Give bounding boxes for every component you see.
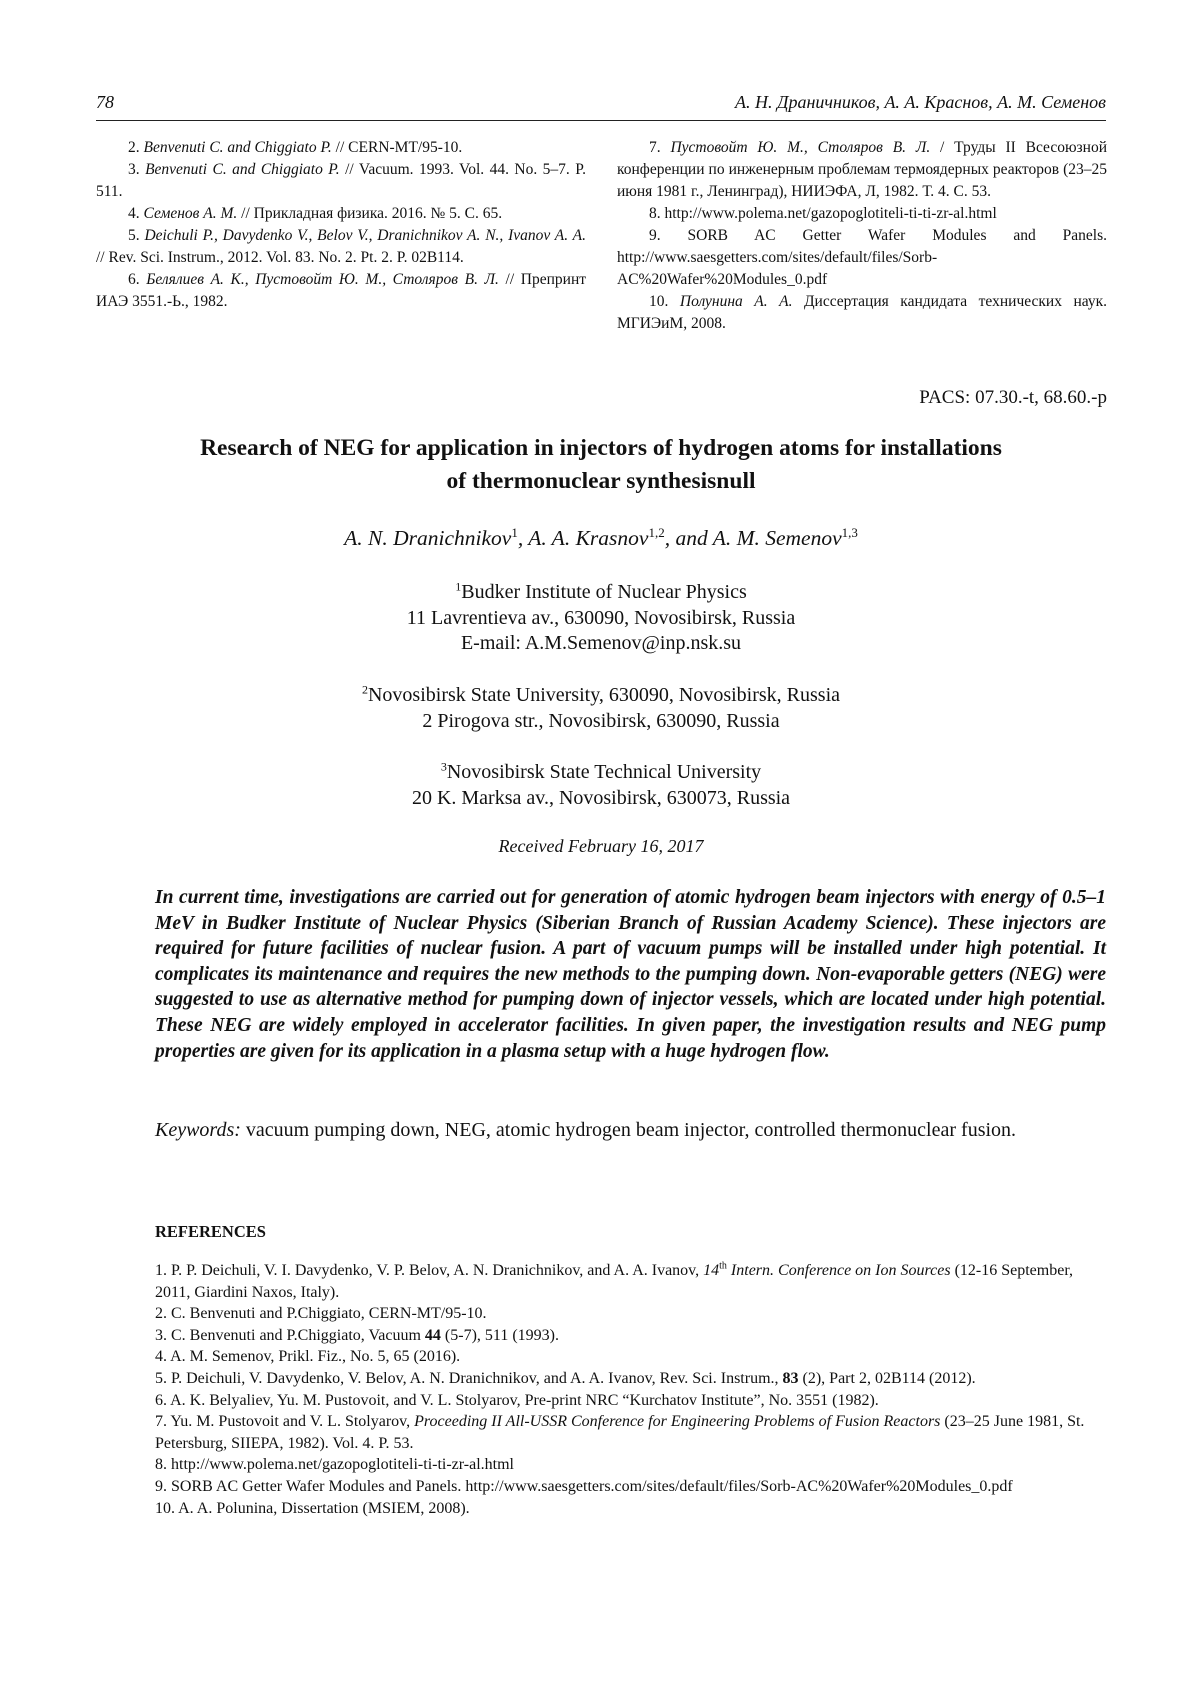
paper-title-line-2: of thermonuclear synthesisnull: [446, 468, 756, 494]
reference-number: 3.: [128, 161, 140, 178]
author-affiliation-marker: 1,3: [841, 524, 858, 540]
reference-authors: Семенов А. М.: [143, 205, 238, 222]
reference-number: 9.: [649, 227, 661, 244]
reference-authors: Benvenuti C. and Chiggiato P.: [145, 161, 340, 178]
reference-text: 2. C. Benvenuti and P.Chiggiato, CERN-MT/95-10.: [155, 1305, 487, 1323]
reference-number: 6.: [128, 271, 140, 288]
reference-title-superscript: th: [719, 1260, 727, 1272]
reference-source: / Труды II Всесоюзной конференции по инженерным проблемам термоядерных реакторов (23–25 июня 1981 г., Ленинград), НИИЭФА, Л, 1982. Т. 4. С. 53.: [617, 139, 1107, 200]
author-name: A. A. Krasnov: [528, 526, 649, 550]
affiliation-line: Novosibirsk State Technical University: [446, 761, 762, 783]
reference-source: SORB AC Getter Wafer Modules and Panels. http://www.saesgetters.com/sites/default/files/Sorb-AC%20Wafer%20Modules_0.pdf: [617, 227, 1108, 288]
reference-source: // Rev. Sci. Instrum., 2012. Vol. 83. No. 2. Pt. 2. P. 02B114.: [96, 249, 464, 266]
reference-entry: [155, 1411, 1106, 1454]
reference-text: 9. SORB AC Getter Wafer Modules and Panels. http://www.saesgetters.com/sites/default/files/Sorb-AC%20Wafer%20Modules_0.pdf: [155, 1477, 1013, 1495]
reference-entry: [96, 159, 586, 203]
reference-text: 1. P. P. Deichuli, V. I. Davydenko, V. P. Belov, A. N. Dranichnikov, and A. A. Ivanov,: [155, 1262, 704, 1279]
previous-references-left-column: [96, 137, 586, 313]
reference-entry: [617, 225, 1107, 291]
reference-text: 6. A. K. Belyaliev, Yu. M. Pustovoit, and V. L. Stolyarov, Pre-print NRC “Kurchatov Institute”, No. 3551 (1982).: [155, 1391, 879, 1409]
reference-text: 3. C. Benvenuti and P.Chiggiato, Vacuum: [155, 1326, 425, 1344]
author-name: A. N. Dranichnikov: [344, 526, 512, 550]
reference-number: 10.: [649, 293, 669, 310]
reference-text: (2), Part 2, 02B114 (2012).: [798, 1369, 976, 1387]
pacs-codes: PACS: 07.30.-t, 68.60.-p: [919, 387, 1107, 408]
affiliation-marker: 1: [455, 579, 462, 594]
affiliation-1: [96, 580, 1106, 657]
paper-title: [96, 432, 1106, 498]
reference-source: // CERN-MT/95-10.: [331, 139, 463, 156]
author-separator: ,: [517, 526, 529, 550]
reference-entry: [155, 1390, 1106, 1412]
author-name: A. M. Semenov: [712, 526, 842, 550]
author-list: [96, 526, 1106, 551]
reference-source: // Прикладная физика. 2016. № 5. С. 65.: [237, 205, 503, 222]
reference-number: 7.: [649, 139, 661, 156]
keywords: [155, 1117, 1106, 1143]
page-number: 78: [96, 92, 114, 112]
affiliation-line: Budker Institute of Nuclear Physics: [461, 581, 747, 603]
reference-source: // Vacuum. 1993. Vol. 44. No. 5–7. P. 511.: [96, 161, 586, 200]
reference-entry: [155, 1476, 1106, 1498]
reference-entry: [96, 269, 586, 313]
reference-number: 4.: [128, 205, 140, 222]
reference-authors: Полунина А. А.: [679, 293, 793, 310]
author-affiliation-marker: 1,2: [648, 524, 665, 540]
reference-entry: [96, 203, 586, 225]
header-authors: А. Н. Драничников, А. А. Краснов, А. М. Семенов: [735, 92, 1106, 112]
reference-entry: [96, 137, 586, 159]
reference-text: (23–25 June 1981, St. Petersburg, SIIEPA, 1982). Vol. 4. P. 53.: [155, 1413, 1085, 1452]
reference-authors: Deichuli P., Davydenko V., Belov V., Dranichnikov A. N., Ivanov A. A.: [144, 227, 586, 244]
previous-references-right-column: [617, 137, 1107, 335]
reference-authors: Белялиев А. К., Пустовойт Ю. М., Столяров В. Л.: [146, 271, 499, 288]
reference-number: 8.: [649, 205, 661, 222]
author-affiliation-marker: 1: [511, 524, 518, 540]
reference-entry: [155, 1346, 1106, 1368]
references-list: [155, 1260, 1106, 1519]
reference-text: 10. A. A. Polunina, Dissertation (MSIEM, 2008).: [155, 1499, 470, 1517]
reference-entry: [96, 225, 586, 269]
keywords-label: Keywords:: [155, 1119, 241, 1141]
reference-text: 7. Yu. M. Pustovoit and V. L. Stolyarov,: [155, 1413, 415, 1431]
reference-text: (12-16 September, 2011, Giardini Naxos, Italy).: [155, 1262, 1074, 1301]
keywords-text: vacuum pumping down, NEG, atomic hydrogen beam injector, controlled thermonuclear fusion.: [245, 1119, 1017, 1141]
affiliation-2: [96, 683, 1106, 734]
reference-text: (5-7), 511 (1993).: [440, 1326, 559, 1344]
reference-entry: [155, 1303, 1106, 1325]
reference-number: 5.: [128, 227, 140, 244]
reference-volume: 44: [424, 1326, 441, 1344]
reference-number: 2.: [128, 139, 140, 156]
reference-volume: 83: [782, 1369, 799, 1387]
paper-title-line-1: Research of NEG for application in injectors of hydrogen atoms for installations: [200, 435, 1002, 461]
affiliation-line: 20 K. Marksa av., Novosibirsk, 630073, Russia: [411, 786, 791, 809]
reference-entry: [617, 137, 1107, 203]
reference-entry: [155, 1260, 1106, 1303]
affiliation-3: [96, 760, 1106, 811]
reference-text: 4. A. M. Semenov, Prikl. Fiz., No. 5, 65 (2016).: [155, 1348, 461, 1366]
reference-authors: Пустовойт Ю. М., Столяров В. Л.: [670, 139, 931, 156]
reference-entry: [617, 203, 1107, 225]
author-separator: , and: [664, 526, 713, 550]
reference-entry: [155, 1325, 1106, 1347]
references-heading: REFERENCES: [155, 1222, 266, 1241]
reference-entry: [155, 1368, 1106, 1390]
affiliation-email: E-mail: A.M.Semenov@inp.nsk.su: [460, 632, 742, 654]
reference-text: 8. http://www.polema.net/gazopoglotiteli-ti-ti-zr-al.html: [155, 1456, 514, 1474]
reference-title: Proceeding II All-USSR Conference for Engineering Problems of Fusion Reactors: [414, 1413, 941, 1431]
abstract: In current time, investigations are carried out for generation of atomic hydrogen beam injectors with energy of 0.5–1 MeV in Budker Institute of Nuclear Physics (Siberian Branch of Russian Academy Science). These injectors are required for future facilities of nuclear fusion. A part of vacuum pumps will be installed under high potential. It complicates its maintenance and requires the new methods to the pumping down. Non-evaporable getters (NEG) were suggested to use as alternative method for pumping down of injector vessels, which are located under high potential. These NEG are widely employed in accelerator facilities. In given paper, the investigation results and NEG pump properties are given for its application in a plasma setup with a huge hydrogen flow.: [155, 887, 1106, 1062]
reference-source: // Препринт ИАЭ 3551.-Ь., 1982.: [96, 271, 587, 310]
reference-entry: [155, 1498, 1106, 1520]
affiliation-marker: 2: [361, 682, 368, 697]
reference-text: 5. P. Deichuli, V. Davydenko, V. Belov, A. N. Dranichnikov, and A. A. Ivanov, Rev. Sci. Instrum.,: [155, 1369, 783, 1387]
reference-entry: [617, 291, 1107, 335]
received-date: Received February 16, 2017: [498, 836, 704, 856]
reference-title: 14: [703, 1262, 720, 1279]
reference-source: http://www.polema.net/gazopoglotiteli-ti-ti-zr-al.html: [664, 205, 997, 222]
reference-source: Диссертация кандидата технических наук. МГИЭиМ, 2008.: [617, 293, 1108, 332]
affiliation-line: Novosibirsk State University, 630090, Novosibirsk, Russia: [367, 684, 841, 706]
reference-authors: Benvenuti C. and Chiggiato P.: [143, 139, 332, 156]
reference-entry: [155, 1454, 1106, 1476]
affiliation-marker: 3: [440, 759, 447, 774]
affiliation-line: 2 Pirogova str., Novosibirsk, 630090, Russia: [422, 709, 780, 732]
affiliation-line: 11 Lavrentieva av., 630090, Novosibirsk, Russia: [406, 606, 796, 629]
running-header: [96, 92, 1106, 121]
reference-title: Intern. Conference on Ion Sources: [726, 1262, 951, 1279]
